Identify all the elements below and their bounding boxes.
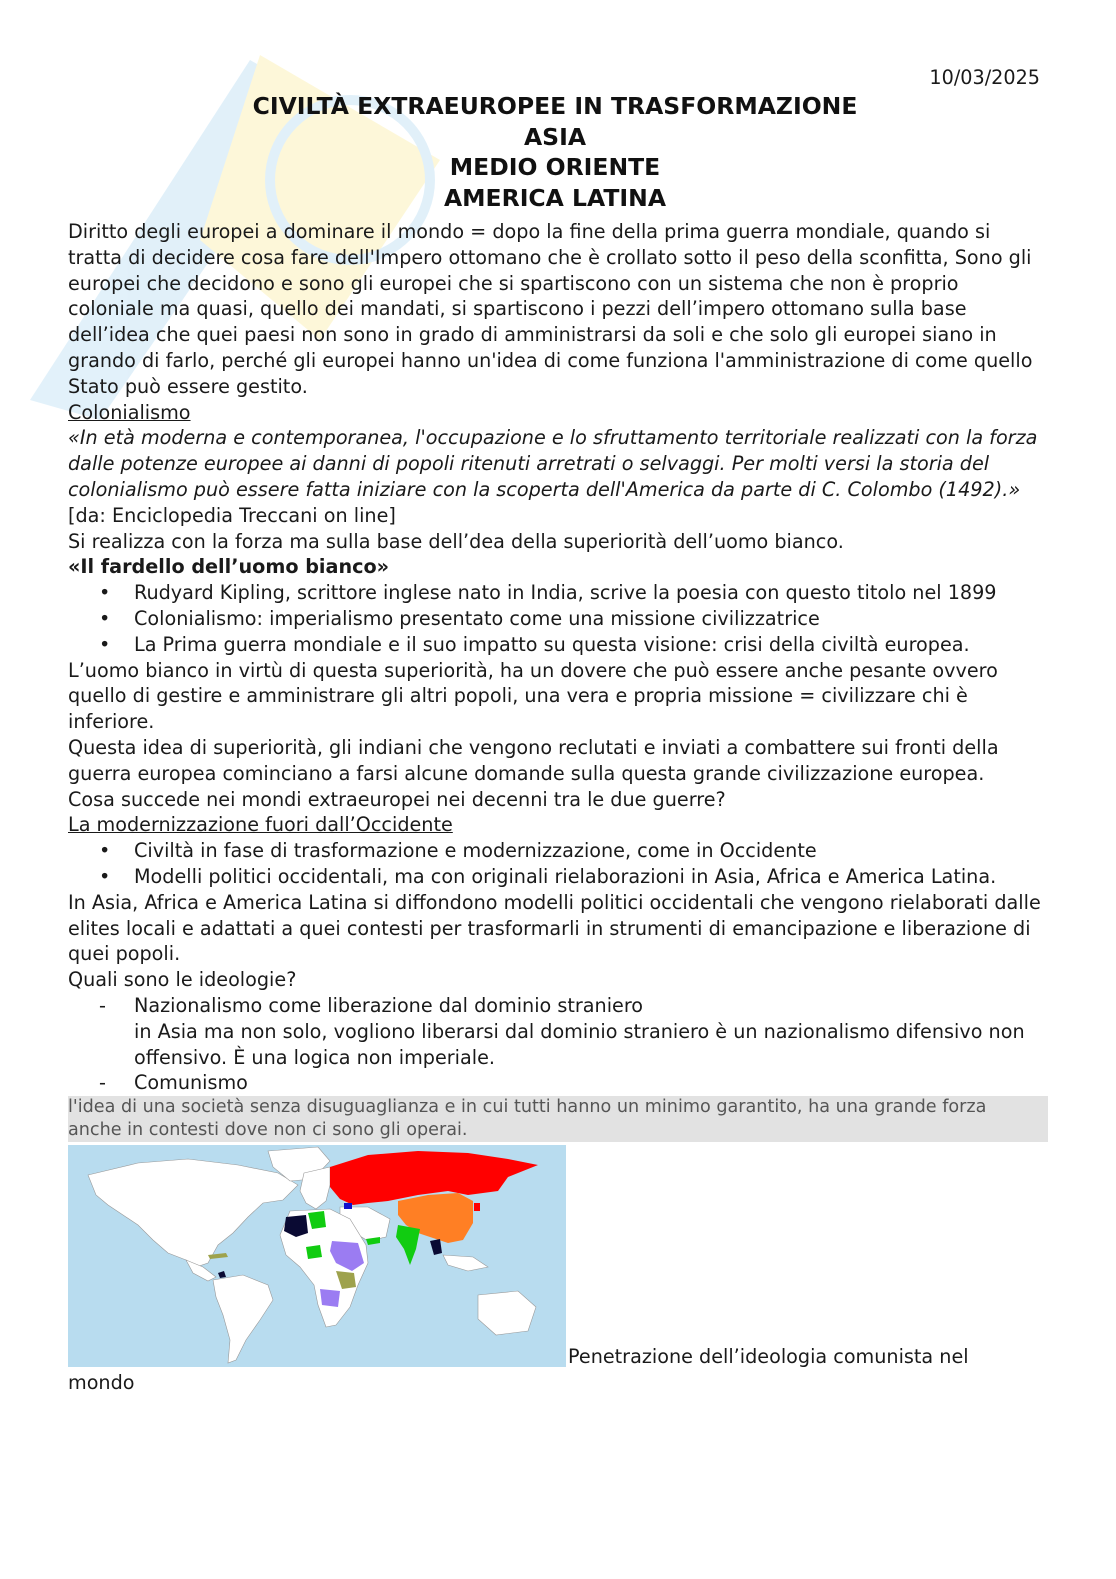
- ideology-item: - Comunismo: [68, 1070, 1048, 1096]
- burden-list: [68, 580, 1048, 657]
- list-item: • Rudyard Kipling, scrittore inglese nato in India, scrive la poesia con questo titolo nel 1899: [68, 580, 1048, 606]
- quote-source: [da: Enciclopedia Treccani on line]: [68, 503, 396, 527]
- asia-paragraph: In Asia, Africa e America Latina si diffondono modelli politici occidentali che vengono rielaborati dalle elites locali e adattati a quei contesti per trasformarli in strumenti di emancipazione e liberazione di quei popoli.: [68, 890, 1041, 966]
- modernization-list: [68, 838, 1048, 890]
- title-line: MEDIO ORIENTE: [449, 153, 661, 181]
- map-caption-continued: mondo: [68, 1371, 135, 1395]
- title-line: CIVILTÀ EXTRAEUROPEE IN TRASFORMAZIONE: [252, 92, 858, 120]
- modernization-heading: La modernizzazione fuori dall’Occidente: [68, 813, 453, 837]
- ideology-detail: in Asia ma non solo, vogliono liberarsi dal dominio straniero è un nazionalismo difensivo non offensivo. È una logica non imperiale.: [134, 1019, 1025, 1069]
- ideologies-question: Quali sono le ideologie?: [68, 968, 297, 992]
- title-line: AMERICA LATINA: [443, 183, 667, 212]
- ideologies-list: [68, 993, 1048, 1019]
- document-date: 10/03/2025: [929, 66, 1040, 89]
- map-syria: [344, 1203, 352, 1209]
- ideologies-list: [68, 1070, 1048, 1096]
- title-line: ASIA: [523, 122, 587, 151]
- highlighted-note: l'idea di una società senza disuguaglianza e in cui tutti hanno un minimo garantito, ha una grande forza anche in contesti dove non ci sono gli operai.: [68, 1096, 1048, 1142]
- list-item: • Modelli politici occidentali, ma con originali rielaborazioni in Asia, Africa e America Latina.: [68, 864, 1048, 890]
- indians-paragraph: Questa idea di superiorità, gli indiani che vengono reclutati e inviati a combattere sui fronti della guerra europea cominciano a farsi alcune domande sulla questa grande civilizzazione europea.: [68, 735, 999, 785]
- document-body: [68, 219, 1048, 1395]
- map-caption: Penetrazione dell’ideologia comunista nel: [568, 1345, 969, 1369]
- colonialism-quote: «In età moderna e contemporanea, l'occupazione e lo sfruttamento territoriale realizzati con la forza dalle potenze europee ai danni di popoli ritenuti arretrati o selvaggi. Per molti versi la storia del colonialismo può essere fatta iniziare con la scoperta dell'America da parte di C. Colombo (1492).»: [68, 426, 1038, 501]
- list-item: • La Prima guerra mondiale e il suo impatto su questa visione: crisi della civiltà europea.: [68, 632, 1048, 658]
- force-line: Si realizza con la forza ma sulla base dell’dea della superiorità dell’uomo bianco.: [68, 529, 844, 553]
- question-line: Cosa succede nei mondi extraeuropei nei decenni tra le due guerre?: [68, 787, 726, 811]
- world-map-image: [68, 1145, 566, 1367]
- intro-paragraph: Diritto degli europei a dominare il mondo = dopo la fine della prima guerra mondiale, quando si tratta di decidere cosa fare dell'Impero ottomano che è crollato sotto il peso della sconfitta, Sono gli europei che decidono e sono gli europei che si spartiscono con un sistema che non è proprio coloniale ma quasi, quello dei mandati, si spartiscono i pezzi dell’impero ottomano sulla base dell’idea che quei paesi non sono in grado di amministrarsi da soli e che solo gli europei siano in grando di farlo, perché gli europei hanno un'idea di come funziona l'amministrazione di come quello Stato può essere gestito.: [68, 220, 1033, 398]
- ideology-item: - Nazionalismo come liberazione dal dominio straniero: [68, 993, 1048, 1019]
- document-title: [60, 91, 1050, 213]
- white-man-paragraph: L’uomo bianco in virtù di questa superiorità, ha un dovere che può essere anche pesante ovvero quello di gestire e amministrare gli altri popoli, una vera e propria missione = civilizzare chi è inferiore.: [68, 658, 998, 734]
- map-figure: [68, 1142, 1048, 1395]
- colonialism-heading: Colonialismo: [68, 400, 191, 424]
- burden-heading: «Il fardello dell’uomo bianco»: [68, 555, 390, 579]
- map-congo: [306, 1245, 322, 1259]
- list-item: • Civiltà in fase di trasformazione e modernizzazione, come in Occidente: [68, 838, 1048, 864]
- map-korea: [474, 1203, 480, 1211]
- map-mozambique: [320, 1289, 340, 1307]
- list-item: • Colonialismo: imperialismo presentato come una missione civilizzatrice: [68, 606, 1048, 632]
